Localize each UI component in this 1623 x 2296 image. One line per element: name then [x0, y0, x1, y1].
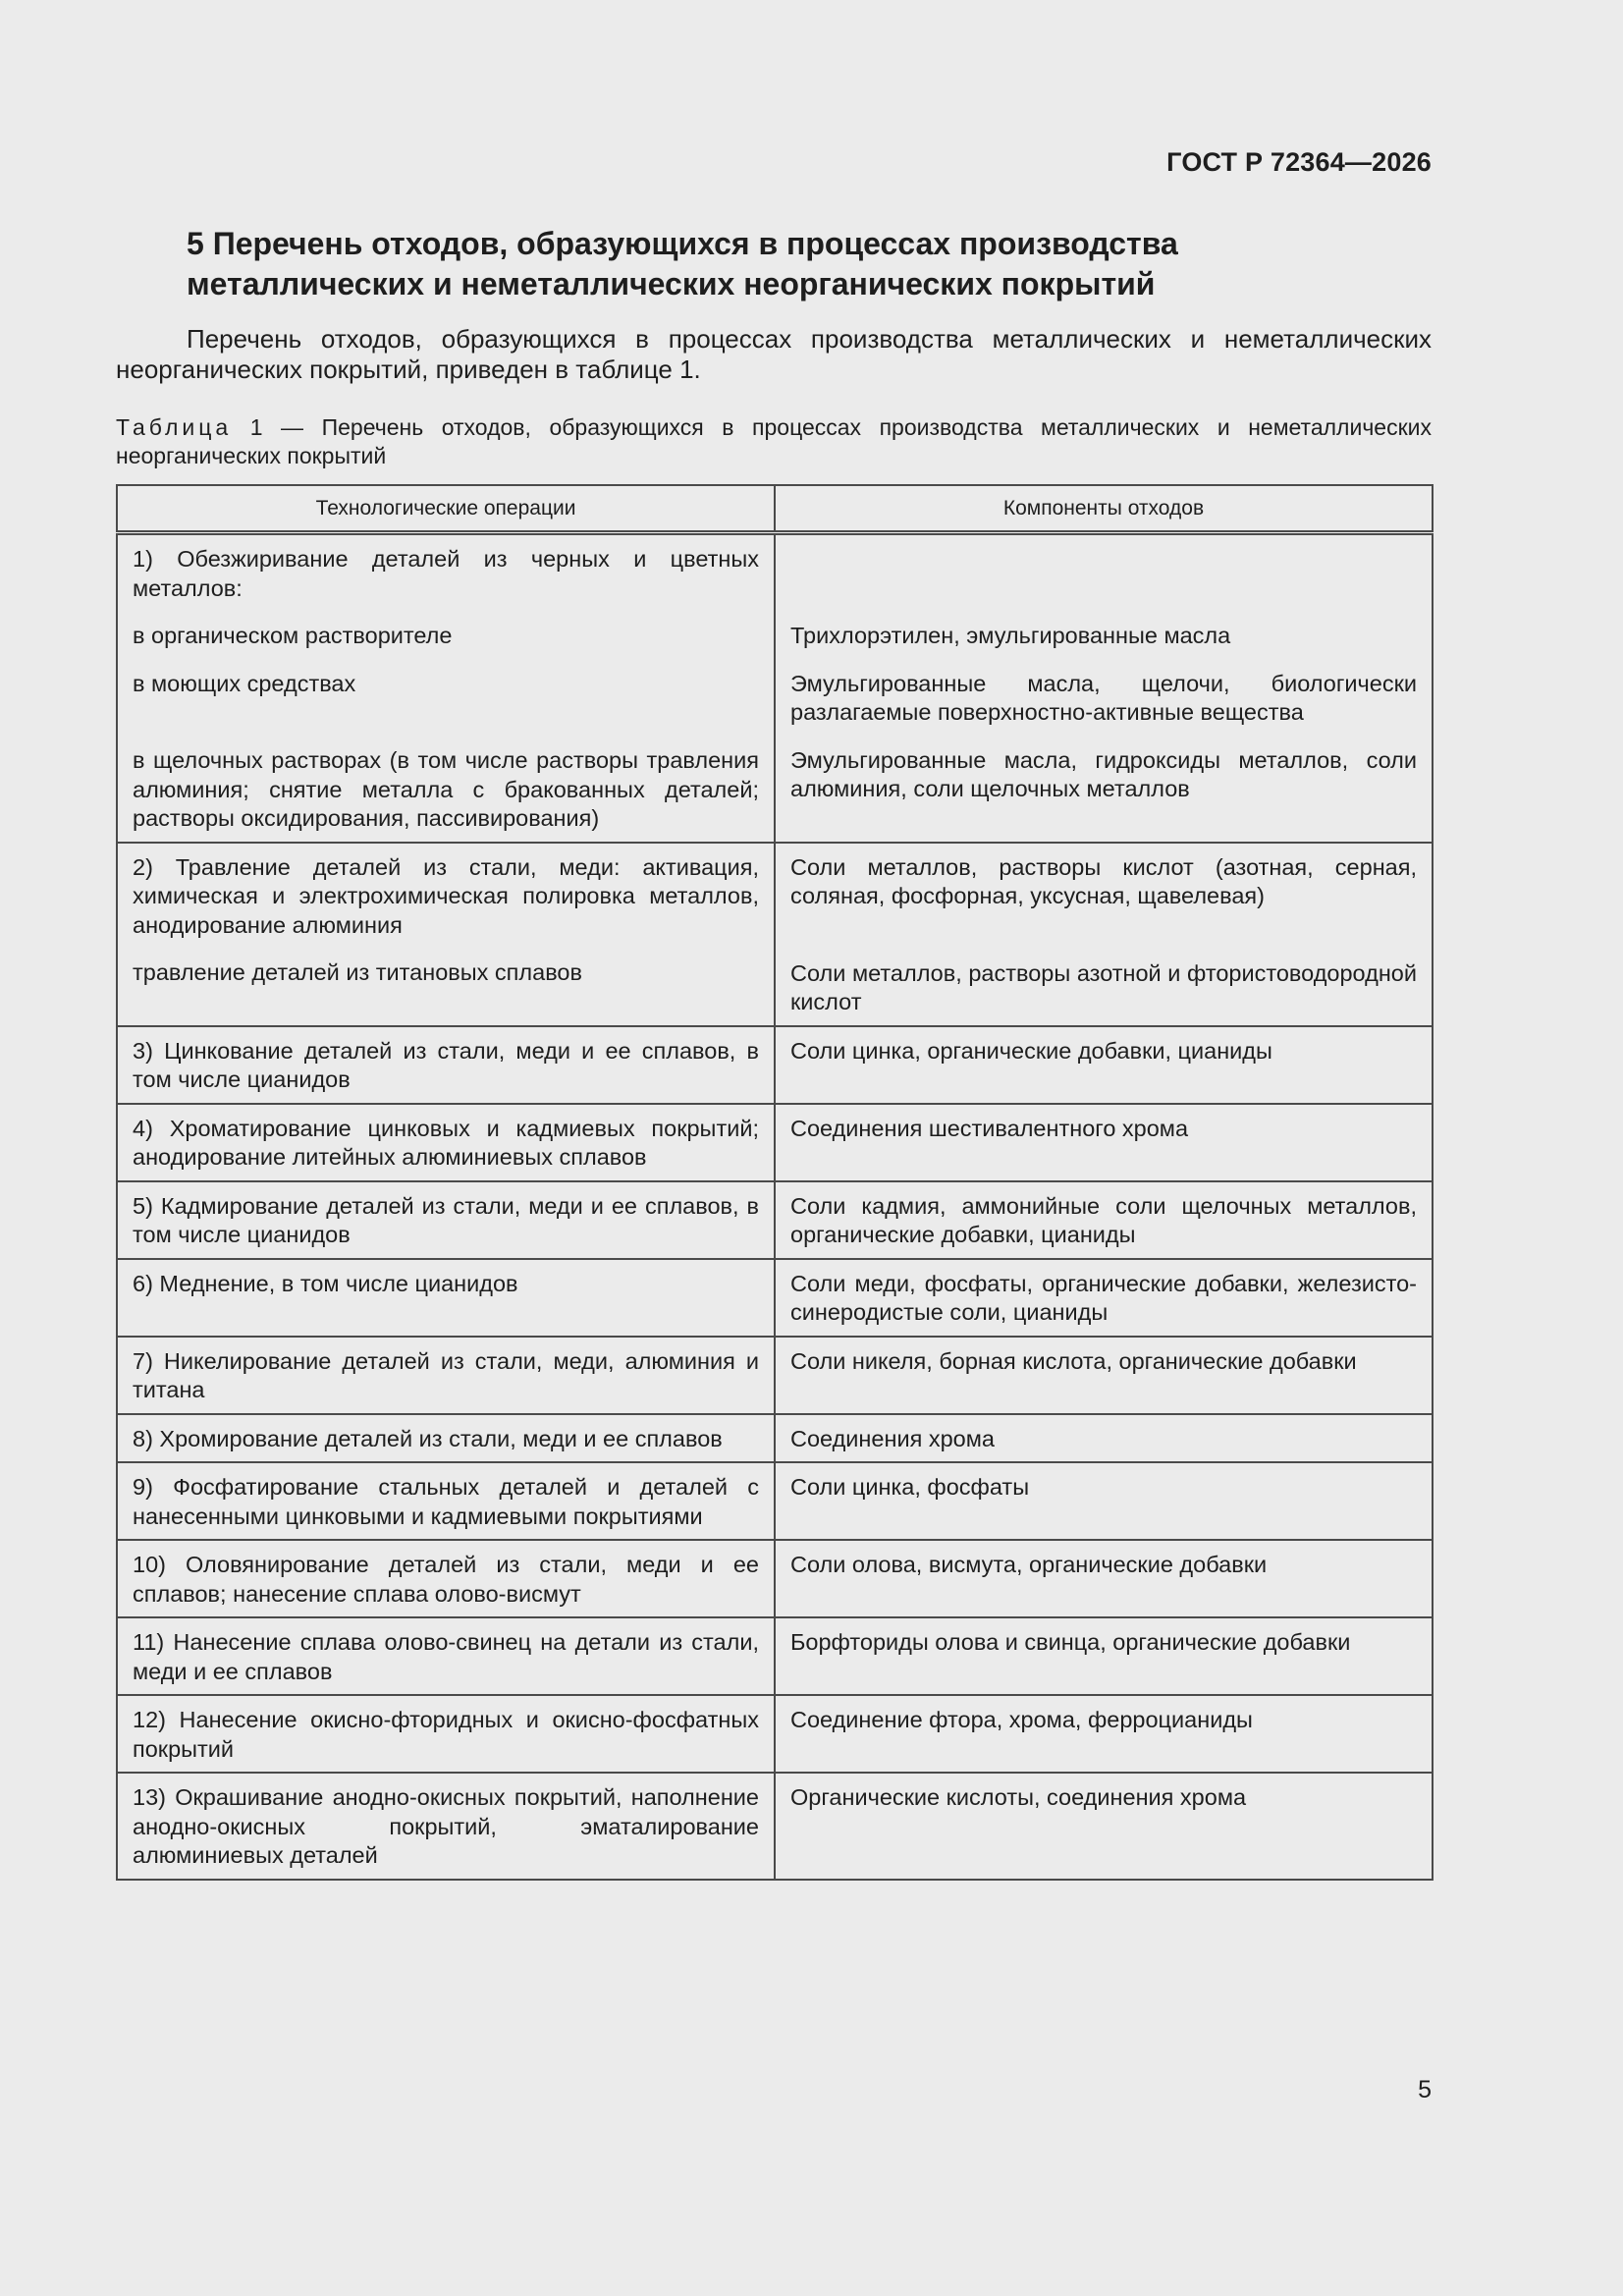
operation-cell [117, 1337, 775, 1414]
operation-text: в моющих средствах [133, 670, 356, 696]
section-title [187, 224, 1267, 304]
waste-cell [775, 1104, 1433, 1181]
table-caption [116, 413, 1432, 470]
operation-text: 8) Хромирование деталей из стали, меди и ее сплавов [133, 1425, 723, 1451]
waste-text: Органические кислоты, соединения хрома [790, 1784, 1247, 1810]
waste-cell [775, 1181, 1433, 1259]
table-row [117, 1773, 1433, 1880]
table-caption-label: Таблица [116, 414, 233, 440]
table-row [117, 1104, 1433, 1181]
waste-text: Соли цинка, органические добавки, цианиды [790, 1037, 1272, 1064]
table-row [117, 1695, 1433, 1773]
operation-cell [117, 1540, 775, 1617]
waste-cell [775, 533, 1433, 843]
waste-cell [775, 1540, 1433, 1617]
header-waste-components: Компоненты отходов [775, 485, 1433, 533]
operation-cell [117, 1026, 775, 1104]
waste-cell [775, 1259, 1433, 1337]
waste-text: Борфториды олова и свинца, органические добавки [790, 1629, 1351, 1655]
waste-text: Соли олова, висмута, органические добавки [790, 1552, 1268, 1577]
operation-text: в щелочных растворах (в том числе растворы травления алюминия; снятие металла с бракованных деталей; растворы оксидирования, пассивирования) [133, 747, 759, 831]
table-row [117, 843, 1433, 1026]
waste-text: Соли металлов, растворы кислот (азотная, серная, соляная, фосфорная, уксусная, щавелевая) [790, 853, 1417, 908]
operation-text: 12) Нанесение окисно-фторидных и окисно-фосфатных покрытий [133, 1707, 759, 1762]
operation-cell [117, 1773, 775, 1880]
operation-text: 4) Хроматирование цинковых и кадмиевых покрытий; анодирование литейных алюминиевых сплавов [133, 1115, 759, 1170]
waste-text: Соли цинка, фосфаты [790, 1474, 1030, 1500]
operation-text: 9) Фосфатирование стальных деталей и деталей с нанесенными цинковыми и кадмиевыми покрытиями [133, 1474, 759, 1529]
waste-text: Эмульгированные масла, щелочи, биологически разлагаемые поверхностно-активные вещества [790, 670, 1417, 725]
operation-text: 6) Меднение, в том числе цианидов [133, 1270, 518, 1296]
waste-cell [775, 1337, 1433, 1414]
waste-text: Соединение фтора, хрома, ферроцианиды [790, 1707, 1253, 1732]
operation-text: 1) Обезжиривание деталей из черных и цветных металлов: [133, 546, 759, 601]
table-row [117, 1259, 1433, 1337]
waste-cell [775, 1026, 1433, 1104]
table-row [117, 1414, 1433, 1463]
waste-table-container [116, 484, 1432, 1881]
waste-text [790, 545, 1417, 603]
waste-cell [775, 1462, 1433, 1540]
waste-text: Трихлорэтилен, эмульгированные масла [790, 623, 1231, 648]
waste-cell [775, 1617, 1433, 1695]
operation-cell [117, 1181, 775, 1259]
operation-cell [117, 1104, 775, 1181]
operation-text: 13) Окрашивание анодно-окисных покрытий, наполнение анодно-окисных покрытий, эматалирование алюминиевых деталей [133, 1784, 759, 1868]
waste-text: Соли металлов, растворы азотной и фтористоводородной кислот [790, 959, 1417, 1014]
operation-text: в органическом растворителе [133, 623, 453, 648]
operation-cell [117, 1695, 775, 1773]
table-row [117, 1462, 1433, 1540]
operation-cell [117, 1414, 775, 1463]
waste-cell [775, 1695, 1433, 1773]
waste-cell [775, 1773, 1433, 1880]
table-caption-text: 1 — Перечень отходов, образующихся в процессах производства металлических и неметаллических неорганических покрытий [116, 414, 1432, 468]
table-row [117, 1540, 1433, 1617]
waste-cell [775, 843, 1433, 1026]
table-row [117, 1337, 1433, 1414]
operation-text: 11) Нанесение сплава олово-свинец на детали из стали, меди и ее сплавов [133, 1629, 759, 1684]
operation-text: травление деталей из титановых сплавов [133, 959, 582, 985]
table-row [117, 1026, 1433, 1104]
waste-cell [775, 1414, 1433, 1463]
page-number: 5 [1418, 2076, 1432, 2104]
waste-text: Соли никеля, борная кислота, органические добавки [790, 1347, 1357, 1374]
operation-text: 5) Кадмирование деталей из стали, меди и ее сплавов, в том числе цианидов [133, 1192, 759, 1247]
waste-text: Соединения шестивалентного хрома [790, 1115, 1189, 1141]
operation-cell [117, 1462, 775, 1540]
table-header-row [117, 485, 1433, 533]
waste-text: Соединения хрома [790, 1425, 995, 1451]
table-row [117, 1617, 1433, 1695]
waste-text: Эмульгированные масла, гидроксиды металлов, соли алюминия, соли щелочных металлов [790, 746, 1417, 801]
waste-table [116, 484, 1434, 1881]
waste-text: Соли меди, фосфаты, органические добавки, железисто-синеродистые соли, цианиды [790, 1270, 1417, 1325]
operation-text: 3) Цинкование деталей из стали, меди и ее сплавов, в том числе цианидов [133, 1037, 759, 1092]
table-row [117, 1181, 1433, 1259]
operation-text: 7) Никелирование деталей из стали, меди, алюминия и титана [133, 1347, 759, 1402]
operation-cell [117, 1617, 775, 1695]
operation-cell [117, 1259, 775, 1337]
document-code: ГОСТ Р 72364—2026 [1166, 147, 1432, 177]
operation-cell [117, 843, 775, 1026]
header-operations: Технологические операции [117, 485, 775, 533]
operation-cell [117, 533, 775, 843]
waste-text: Соли кадмия, аммонийные соли щелочных металлов, органические добавки, цианиды [790, 1192, 1417, 1247]
section-title-line-1: 5 Перечень отходов, образующихся в процессах производства [187, 226, 1178, 261]
operation-text: 2) Травление деталей из стали, меди: активация, химическая и электрохимическая полировка металлов, анодирование алюминия [133, 853, 759, 938]
operation-text: 10) Оловянирование деталей из стали, меди и ее сплавов; нанесение сплава олово-висмут [133, 1552, 759, 1607]
section-title-line-2: металлических и неметаллических неорганических покрытий [187, 266, 1156, 301]
intro-paragraph: Перечень отходов, образующихся в процессах производства металлических и неметаллических неорганических покрытий, приведен в таблице 1. [116, 324, 1432, 384]
table-row [117, 533, 1433, 843]
